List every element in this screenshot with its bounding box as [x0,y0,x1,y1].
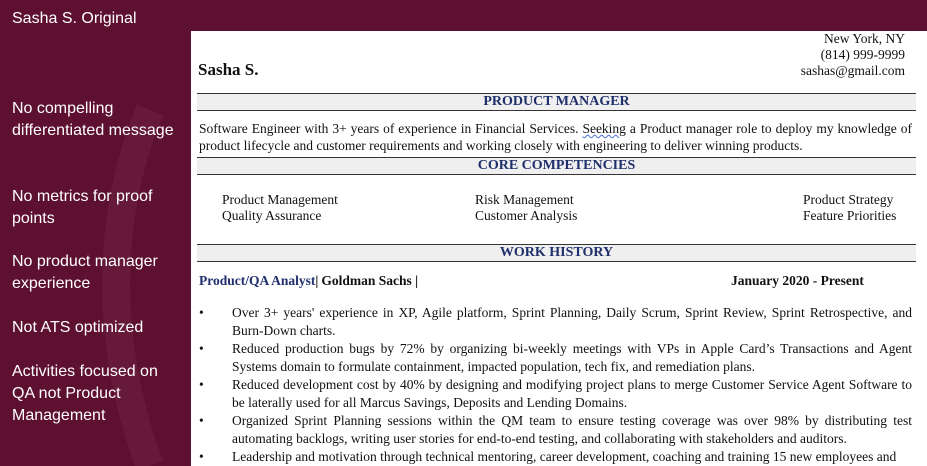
job-title: Product/QA Analyst [199,273,316,288]
critique-item: Activities focused on QA not Product Management [12,363,158,424]
competency-item: Product Management [222,192,338,207]
competency-column [475,192,577,224]
separator: | [415,273,419,288]
critique-item: No product manager experience [12,253,158,292]
bullet-text: Reduced development cost by 40% by designing and modifying project plans to merge Customer Service Agent Software to be laterally used for all Marcus Savings, Deposits and Lending Domains. [232,377,912,410]
bullet-item [191,448,912,466]
bullet-list [191,304,927,466]
section-header-work: WORK HISTORY [197,244,916,262]
flagged-word: Seeking [582,121,626,136]
critique-item: Not ATS optimized [12,319,144,336]
resume-name: Sasha S. [198,60,259,79]
separator: | [315,273,319,288]
competency-item: Risk Management [475,192,574,207]
company-name: Goldman Sachs [321,273,412,288]
bullet-glyph: • [199,377,204,392]
bullet-glyph: • [199,305,204,320]
bullet-glyph: • [199,341,204,356]
bullet-text: Leadership and motivation through technical mentoring, career development, coaching and training 15 new employees and [232,449,897,464]
summary-part: Software Engineer with 3+ years of experience in Financial Services. [199,121,583,136]
competency-item: Customer Analysis [475,208,578,223]
critique-item: No compelling differentiated message [12,100,174,139]
resume-document [191,31,927,466]
section-header-competencies: CORE COMPETENCIES [197,157,916,175]
bullet-text: Organized Sprint Planning sessions within the QM team to ensure testing coverage was over 98% by distributing test automating backlogs, writing user stories for end-to-end testing, and collaborating with stakeholders and auditors. [232,413,912,446]
bullet-item [191,304,912,340]
competency-column [803,192,896,224]
critique-item: No metrics for proof points [12,188,153,227]
summary-part: a Product manager role to deploy my knowledge of product lifecycle and customer requirements and working closely with engineering to deliver winning products. [199,121,912,153]
job-dates: January 2020 - Present [731,273,864,288]
competency-item: Product Strategy [803,192,894,207]
competency-item: Quality Assurance [222,208,322,223]
contact-email: sashas@gmail.com [800,63,905,78]
contact-location: New York, NY [823,31,905,46]
competency-item: Feature Priorities [803,208,897,223]
bullet-glyph: • [199,413,204,428]
contact-block [801,31,905,79]
summary-text [199,120,912,154]
job-title-line [199,273,418,289]
bullet-item [191,340,912,376]
section-header-title: PRODUCT MANAGER [197,93,916,111]
bullet-text: Over 3+ years' experience in XP, Agile platform, Sprint Planning, Daily Scrum, Sprint Review, Sprint Retrospective, and Burn-Down charts. [232,305,912,338]
contact-phone: (814) 999-9999 [820,47,905,62]
bullet-item [191,412,912,448]
bullet-text: Reduced production bugs by 72% by organizing bi-weekly meetings with VPs in Apple Card’s Transactions and Agent Systems domain to formulate containment, impacted population, tech fix, and remediation plans. [232,341,912,374]
bullet-item [191,376,912,412]
bullet-glyph: • [199,449,204,464]
slide-title: Sasha S. Original [12,10,137,27]
competency-column [222,192,338,224]
